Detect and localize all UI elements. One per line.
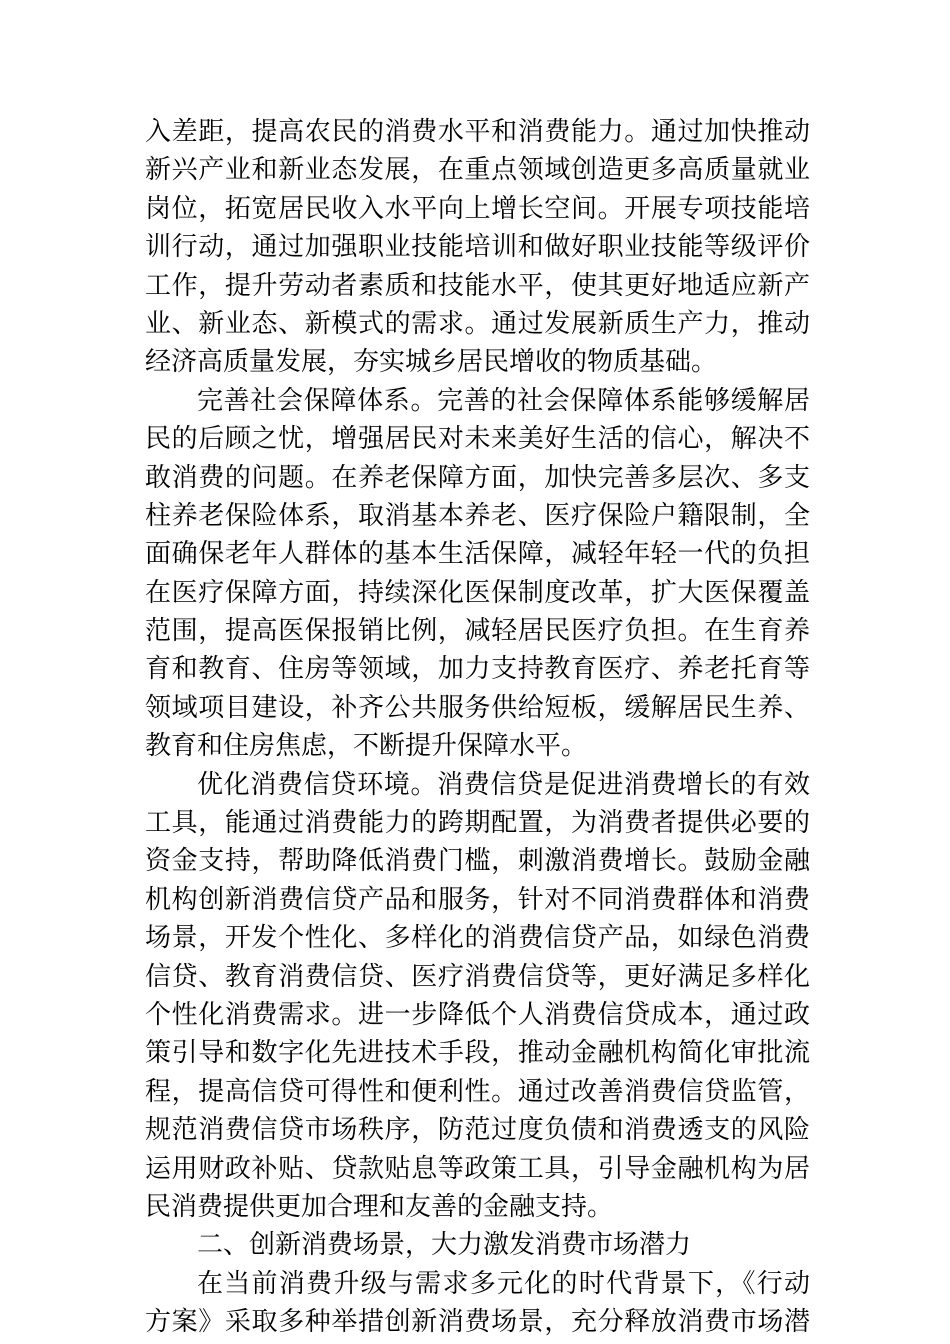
text-line: 育和教育、住房等领域，加力支持教育医疗、养老托育等: [145, 654, 810, 685]
text-line: 策引导和数字化先进技术手段，推动金融机构简化审批流: [145, 1038, 810, 1069]
paragraph-heading-line: 优化消费信贷环境。消费信贷是促进消费增长的有效: [197, 769, 810, 800]
paragraph-heading-line: 完善社会保障体系。完善的社会保障体系能够缓解居: [197, 385, 810, 416]
text-line: 范围，提高医保报销比例，减轻居民医疗负担。在生育养: [145, 616, 810, 647]
text-line: 民消费提供更加合理和友善的金融支持。: [145, 1191, 614, 1222]
text-line: 教育和住房焦虑，不断提升保障水平。: [145, 731, 588, 762]
text-line: 入差距，提高农民的消费水平和消费能力。通过加快推动: [145, 117, 810, 147]
body-text: [145, 113, 810, 1342]
section-heading: 二、创新消费场景，大力激发消费市场潜力: [197, 1230, 692, 1261]
text-line: 运用财政补贴、贷款贴息等政策工具，引导金融机构为居: [145, 1153, 810, 1184]
text-line: 场景，开发个性化、多样化的消费信贷产品，如绿色消费: [145, 923, 810, 954]
text-line: 训行动，通过加强职业技能培训和做好职业技能等级评价: [145, 232, 810, 263]
text-line: 在医疗保障方面，持续深化医保制度改革，扩大医保覆盖: [145, 577, 810, 608]
text-line: 岗位，拓宽居民收入水平向上增长空间。开展专项技能培: [145, 193, 810, 224]
text-line: 领域项目建设，补齐公共服务供给短板，缓解居民生养、: [145, 692, 810, 723]
text-line: 工具，能通过消费能力的跨期配置，为消费者提供必要的: [145, 808, 810, 839]
text-line: 新兴产业和新业态发展，在重点领域创造更多高质量就业: [145, 155, 810, 186]
text-line: 个性化消费需求。进一步降低个人消费信贷成本，通过政: [145, 999, 810, 1030]
text-line: 业、新业态、新模式的需求。通过发展新质生产力，推动: [145, 308, 810, 339]
text-line: 敢消费的问题。在养老保障方面，加快完善多层次、多支: [145, 462, 810, 493]
text-line: 机构创新消费信贷产品和服务，针对不同消费群体和消费: [145, 884, 810, 915]
paragraph-first-line: 在当前消费升级与需求多元化的时代背景下，《行动: [197, 1268, 810, 1299]
text-line: 面确保老年人群体的基本生活保障，减轻年轻一代的负担: [145, 539, 810, 570]
text-line: 柱养老保险体系，取消基本养老、医疗保险户籍限制，全: [145, 500, 810, 531]
text-line: 信贷、教育消费信贷、医疗消费信贷等，更好满足多样化: [145, 961, 810, 992]
text-line: 方案》采取多种举措创新消费场景，充分释放消费市场潜: [145, 1307, 810, 1338]
text-line: 经济高质量发展，夯实城乡居民增收的物质基础。: [145, 347, 718, 378]
text-line: 工作，提升劳动者素质和技能水平，使其更好地适应新产: [145, 270, 810, 301]
text-line: 民的后顾之忧，增强居民对未来美好生活的信心，解决不: [145, 424, 810, 455]
text-line: 资金支持，帮助降低消费门槛，刺激消费增长。鼓励金融: [145, 846, 810, 877]
text-line: 程，提高信贷可得性和便利性。通过改善消费信贷监管，: [145, 1076, 810, 1107]
text-line: 规范消费信贷市场秩序，防范过度负债和消费透支的风险: [145, 1115, 810, 1146]
